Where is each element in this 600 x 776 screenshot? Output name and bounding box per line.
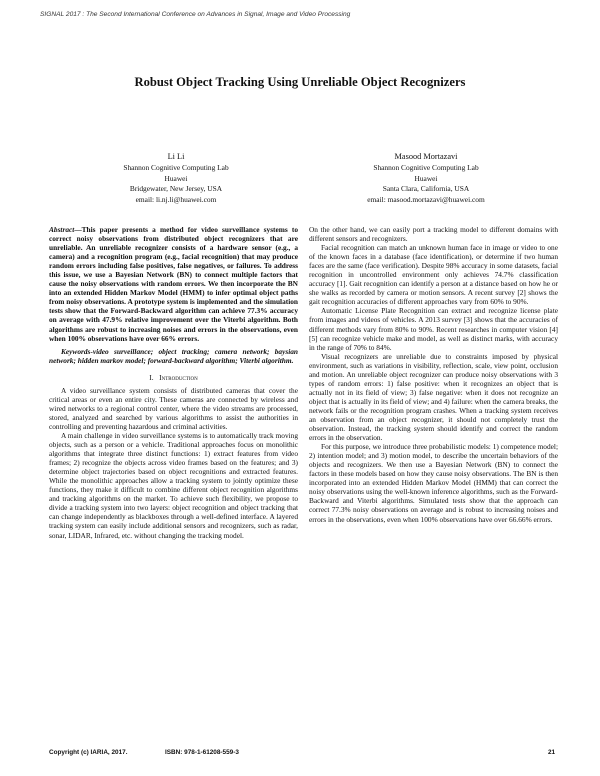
- footer-isbn: ISBN: 978-1-61208-559-3: [165, 749, 239, 756]
- right-column: [309, 225, 558, 524]
- author-name: Li Li: [167, 152, 185, 161]
- section-title: Introduction: [159, 372, 198, 382]
- author-org: Shannon Cognitive Computing Lab: [123, 163, 229, 172]
- section-heading: [49, 373, 298, 382]
- paragraph: Automatic License Plate Recognition can extract and recognize license plate from images and videos of vehicles. A 2013 survey [3] shows that the accuracies of different methods vary from 80% to 90%. Recent researches in computer vision [4][5] can recognize vehicle make and model, as well as distinct marks, with accuracy in the range of 70% to 84%.: [309, 306, 558, 352]
- author-name: Masood Mortazavi: [394, 152, 458, 161]
- author-email: email: li.nj.li@huawei.com: [135, 194, 217, 204]
- keywords: Keywords-video surveillance; object tracking; camera network; baysian network; hidden markov model; forward-backward algorithm; Viterbi algorithm.: [49, 346, 298, 365]
- paragraph: A video surveillance system consists of distributed cameras that cover the critical areas or even an entire city. These cameras are connected by wireless and wired networks to a regional control center, where the video streams are processed, stored, analyzed and searched by various algorithms to assist the authorities in controlling and preventing hazardous and criminal activities.: [49, 385, 298, 431]
- abstract-text: —This paper presents a method for video surveillance systems to correct noisy observations from distributed object recognizers that are unreliable. An unreliable recognizer consists of a hardware sensor (e.g., a camera) and a recognition program (e.g., facial recognition) that may produce random errors including false positives, false negatives, or failures. To address this issue, we use a Bayesian Network (BN) to connect multiple factors that cause the noisy observations with random errors. We then incorporate the BN into an extended Hidden Markov Model (HMM) to infer optimal object paths from noisy observations. A prototype system is implemented and the simulation tests show that the Forward-Backward algorithm can achieve 77.3% accuracy on average with 47.9% relative improvement over the Viterbi algorithm. Both algorithms are robust to increasing noises and errors in the observations, even when 100% observations have over 66% errors.: [49, 225, 298, 343]
- author-location: Bridgewater, New Jersey, USA: [129, 184, 223, 194]
- paragraph: For this purpose, we introduce three probabilistic models: 1) competence model; 2) intention model; and 3) motion model, to describe the uncertain behaviors of the objects and recognizers. We then use a Bayesian Network (BN) to connect the factors in these models based on how they cause noisy observations. The BN is then incorporated into an extended Hidden Markov Model (HMM) that can correct the noisy observations using the well-known inference algorithms, such as the Forward-Backward and Viterbi algorithms. Simulated tests show that the approach can correct 77.3% noisy observations on average and is robust to increasing noises and errors in the observations, even when 100% observations have over 66.66% errors.: [309, 442, 558, 524]
- footer-copyright: Copyright (c) IARIA, 2017.: [49, 749, 128, 756]
- abstract: [49, 225, 298, 343]
- author-email: email: masood.mortazavi@huawei.com: [367, 194, 485, 204]
- paragraph: A main challenge in video surveillance systems is to automatically track moving objects, such as a person or a vehicle. Traditional approaches focus on monolithic algorithms that integrate three distinct functions: 1) extract features from video frames; 2) recognize the objects across video frames based on the features; and 3) determine object trajectories based on object recognitions and extracted features. While the monolithic approaches allow a tracking system to jointly optimize these functions, they make it difficult to combine different object recognition algorithms and tracking algorithms on the market. To achieve such flexibility, we propose to divide a tracking system into two layers: object recognition and object tracking that can change independently as blackboxes through a well-defined interface. A layered tracking system can easily include additional sensors and recognizers, such as radar, sonar, LIDAR, Infrared, etc. without changing the tracking model.: [49, 430, 298, 540]
- section-number: I.: [149, 372, 154, 382]
- abstract-label: Abstract: [49, 225, 75, 234]
- paragraph: Facial recognition can match an unknown human face in image or video to one of the known faces in a database (face identification), or determine if two human faces are the same (face verification). Despite 98% accuracy in some datasets, facial recognition in uncontrolled environment only achieves 74.7% classification accuracy [1]. Gait recognition can identify a person at a distance based on how he or she walks as recorded by camera or motion sensors. A recent survey [2] shows the gait recognition accuracies of different approaches vary from 60% to 90%.: [309, 243, 558, 307]
- author-block-1: [66, 151, 286, 205]
- footer-page-number: 21: [548, 749, 556, 756]
- paragraph: On the other hand, we can easily port a tracking model to different domains with different sensors and recognizers.: [309, 225, 558, 244]
- author-block-2: [316, 151, 536, 205]
- paper-title: Robust Object Tracking Using Unreliable Object Recognizers: [134, 75, 466, 89]
- author-location: Santa Clara, California, USA: [382, 184, 470, 194]
- author-org: Shannon Cognitive Computing Lab: [373, 163, 479, 172]
- running-header: SIGNAL 2017 : The Second International Conference on Advances in Signal, Image and Video Processing: [40, 11, 351, 18]
- author-company: Huawei: [414, 173, 438, 183]
- paragraph: Visual recognizers are unreliable due to constraints imposed by physical environment, such as variations in visibility, reflection, scale, view point, occlusion and motion. An unreliable object recognizer can produce noisy observations with 3 types of random errors: 1) false positive: when it recognizes an object that is actually not in its field of view; 3) false negative: when it does not recognize an object that is actually in its field of view; and 4) failure: when the camera breaks, the network fails or the recognition program crashes. When a tracking system receives an observation from an object recognizer, it should not completely trust the observation. Instead, the tracking system should identify and correct the random errors in the observation.: [309, 351, 558, 443]
- author-company: Huawei: [164, 173, 188, 183]
- left-column: [49, 225, 298, 540]
